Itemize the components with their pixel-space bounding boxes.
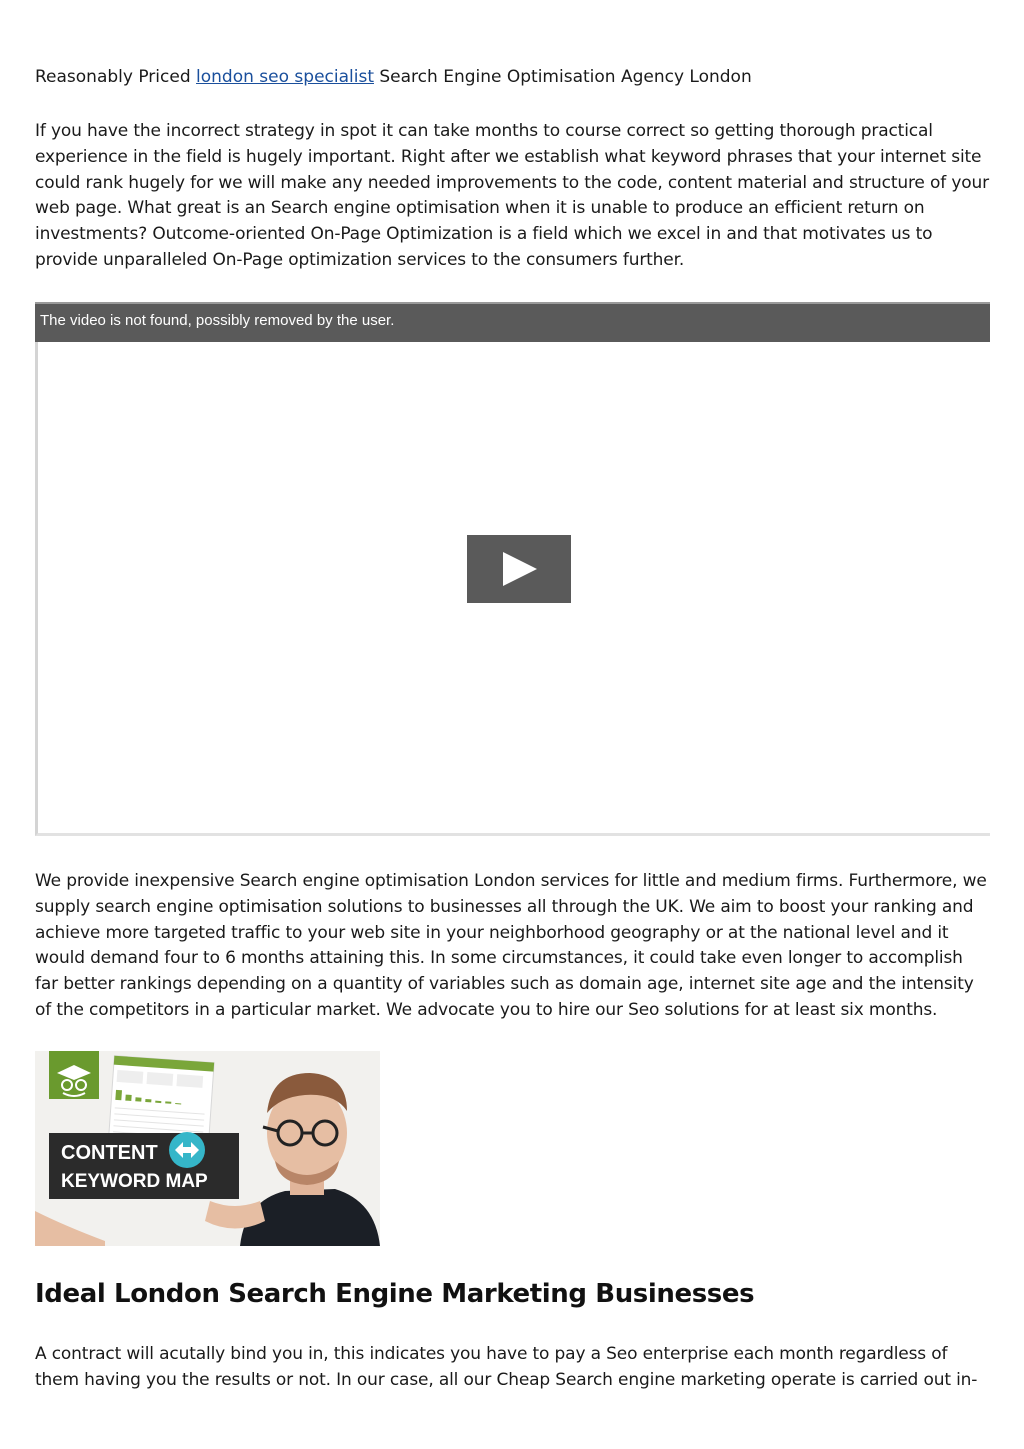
thumbnail-line1: CONTENT — [61, 1142, 158, 1164]
thumbnail-line2: KEYWORD MAP — [61, 1171, 208, 1192]
paragraph-services: We provide inexpensive Search engine optimisation London services for little and medium firms. Furthermore, we supply search engine optimisation solutions to businesses all through the UK. We aim to boost your ranking and achieve more targeted traffic to your web site in your neighborhood geography or at the national level and it would demand four to 6 months attaining this. In some circumstances, it could take even longer to accomplish far better rankings depending on a quantity of variables such as domain age, internet site age and the intensity of the competitors in a particular market. We advocate you to hire our Seo solutions for at least six months. — [35, 871, 987, 1020]
paragraph-strategy: If you have the incorrect strategy in spot it can take months to course correct so getting thorough practical experience in the field is hugely important. Right after we establish what keyword phrases that your internet site could rank hugely for we will make any needed improvements to the code, content material and structure of your web page. What great is an Search engine optimisation when it is unable to produce an efficient return on investments? Outcome-oriented On-Page Optimization is a field which we excel in and that motivates us to provide unparalleled On-Page optimization services to the consumers further. — [35, 121, 989, 270]
thumbnail-illustration — [35, 1051, 380, 1246]
owl-logo-icon — [49, 1051, 99, 1099]
content-keyword-map-thumbnail — [35, 1051, 380, 1246]
section-heading: Ideal London Search Engine Marketing Businesses — [35, 1279, 755, 1309]
paragraph-contract: A contract will acutally bind you in, this indicates you have to pay a Seo enterprise each month regardless of them having you the results or not. In our case, all our Cheap Search engine marketing operate is carried out in- — [35, 1344, 978, 1390]
london-seo-specialist-link[interactable]: london seo specialist — [196, 67, 374, 87]
play-button[interactable] — [467, 535, 571, 603]
video-error-message: The video is not found, possibly removed by the user. — [40, 312, 395, 329]
play-icon — [467, 535, 571, 603]
intro-prefix: Reasonably Priced — [35, 67, 197, 87]
intro-line — [35, 64, 752, 90]
video-player[interactable] — [35, 302, 990, 836]
intro-suffix: Search Engine Optimisation Agency London — [373, 67, 752, 87]
left-right-arrow-icon — [169, 1132, 205, 1168]
video-title-bar — [35, 302, 990, 342]
